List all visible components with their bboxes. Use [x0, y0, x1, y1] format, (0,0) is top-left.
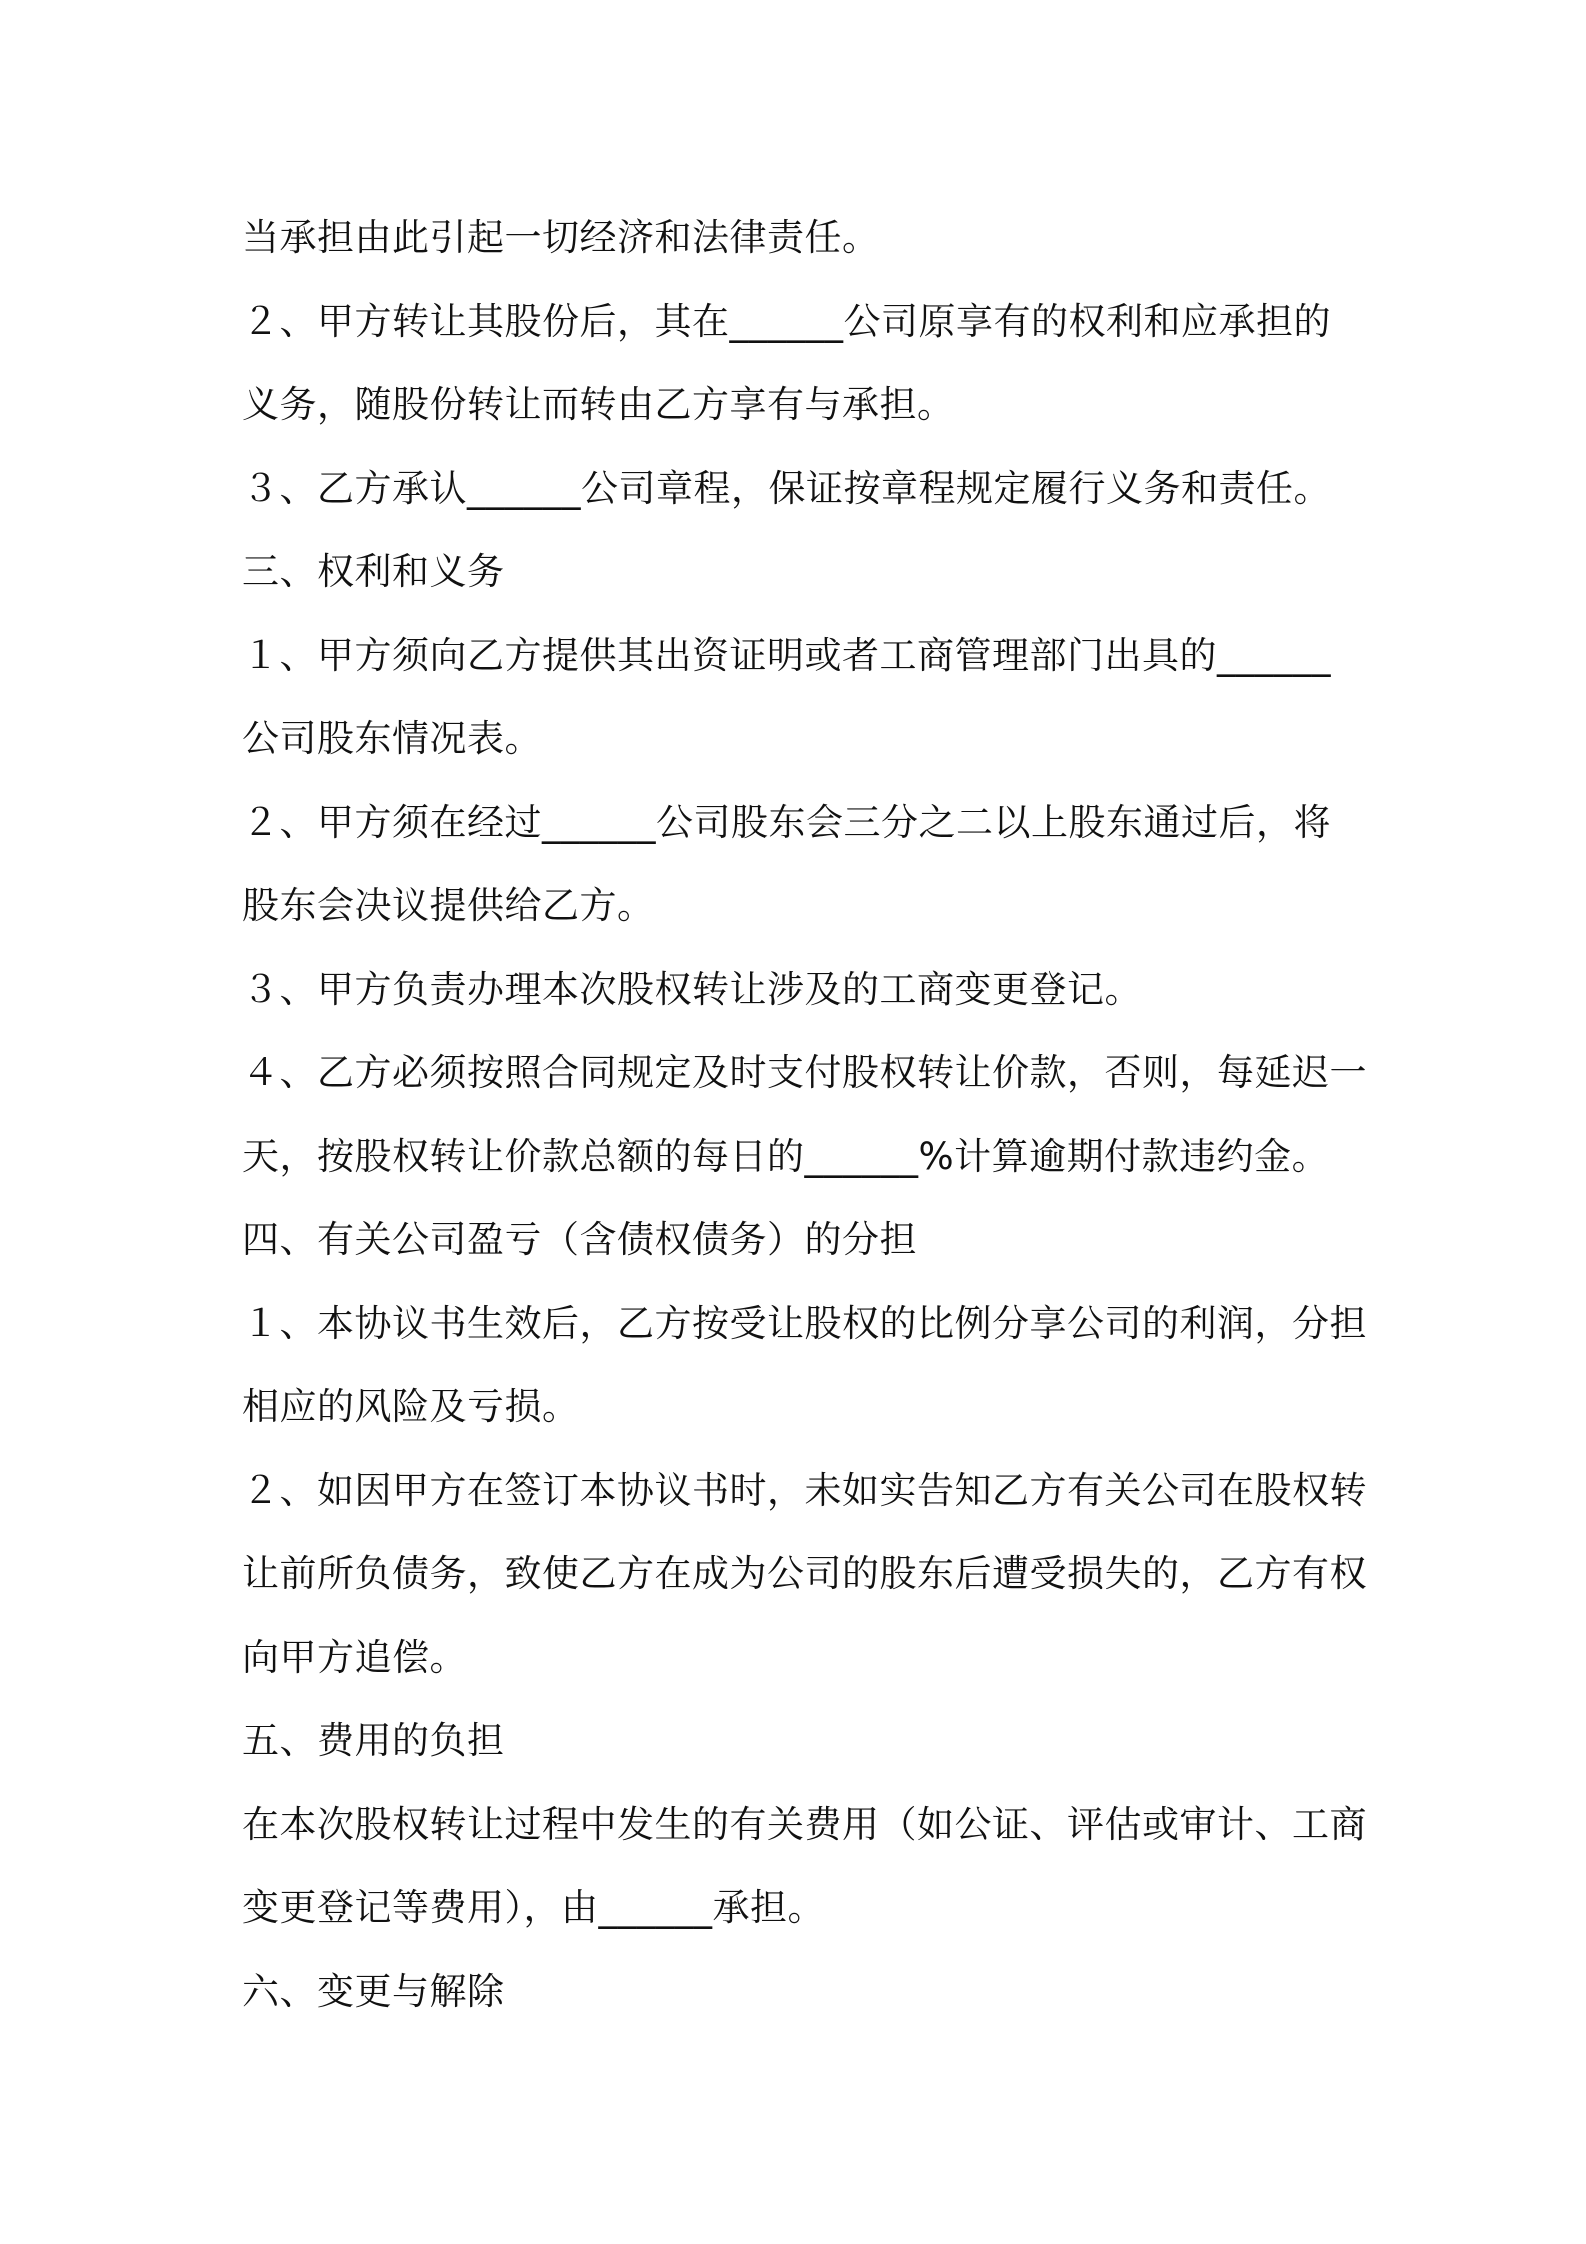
text-line: 天，按股权转让价款总额的每日的______%计算逾期付款违约金。 — [242, 1134, 1330, 1178]
text-line: １、本协议书生效后，乙方按受让股权的比例分享公司的利润，分担 — [242, 1301, 1367, 1345]
text-line: 股东会决议提供给乙方。 — [242, 884, 655, 927]
text-line: 变更登记等费用），由______承担。 — [242, 1886, 825, 1929]
section-heading: 五、费用的负担 — [242, 1719, 505, 1762]
text-line: ２、如因甲方在签订本协议书时，未如实告知乙方有关公司在股权转 — [242, 1468, 1367, 1512]
text-line: 公司股东情况表。 — [242, 717, 542, 760]
section-heading: 六、变更与解除 — [242, 1969, 505, 2013]
text-line: 在本次股权转让过程中发生的有关费用（如公证、评估或审计、工商 — [242, 1802, 1367, 1846]
section-heading: 三、权利和义务 — [242, 550, 505, 593]
text-line: 向甲方追偿。 — [242, 1635, 467, 1679]
text-line: 义务，随股份转让而转由乙方享有与承担。 — [242, 383, 955, 426]
text-line: ３、乙方承认______公司章程，保证按章程规定履行义务和责任。 — [242, 466, 1331, 510]
document-body — [242, 196, 1367, 2033]
text-line: 当承担由此引起一切经济和法律责任。 — [242, 216, 880, 259]
section-heading: 四、有关公司盈亏（含债权债务）的分担 — [242, 1218, 917, 1261]
text-line: ２、甲方转让其股份后，其在______公司原享有的权利和应承担的 — [242, 299, 1331, 343]
text-line: ３、甲方负责办理本次股权转让涉及的工商变更登记。 — [242, 967, 1142, 1011]
text-line: 相应的风险及亏损。 — [242, 1385, 580, 1428]
text-line: ４、乙方必须按照合同规定及时支付股权转让价款，否则，每延迟一 — [242, 1051, 1367, 1094]
text-line: ２、甲方须在经过______公司股东会三分之二以上股东通过后，将 — [242, 800, 1331, 844]
text-line: 让前所负债务，致使乙方在成为公司的股东后遭受损失的，乙方有权 — [242, 1552, 1367, 1595]
text-line: １、甲方须向乙方提供其出资证明或者工商管理部门出具的______ — [242, 633, 1331, 677]
